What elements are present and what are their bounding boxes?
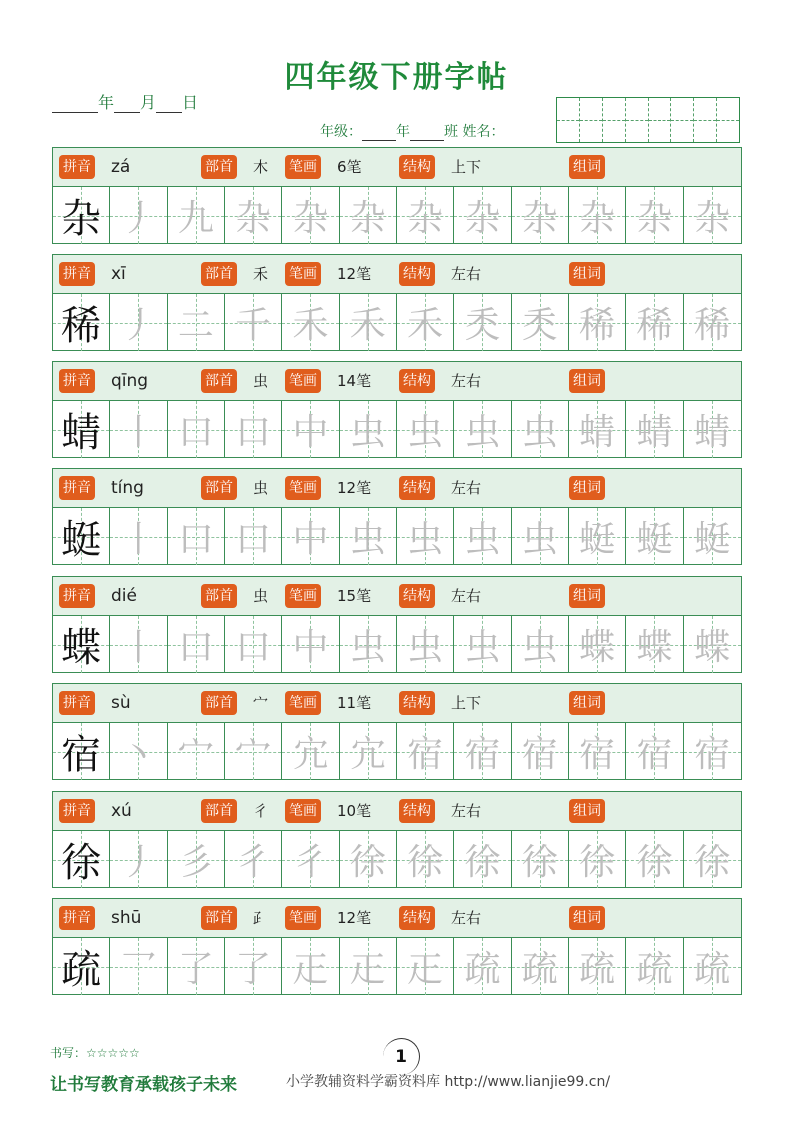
radical-tag: 部首 [201, 906, 237, 930]
trace-cell[interactable]: 𤴓 [340, 938, 397, 995]
strokes-tag: 笔画 [285, 584, 321, 608]
words-tag: 组词 [569, 262, 605, 286]
pinyin-tag: 拼音 [59, 584, 95, 608]
strokes-value: 6笔 [337, 158, 362, 176]
nian-label: 年 [396, 124, 410, 140]
structure-tag: 结构 [399, 262, 435, 286]
structure-tag: 结构 [399, 584, 435, 608]
trace-cell[interactable]: 徐 [569, 831, 626, 888]
trace-cell[interactable]: 𤴓 [282, 938, 339, 995]
char-block [52, 254, 742, 351]
trace-cell[interactable]: 徐 [626, 831, 683, 888]
radical-tag: 部首 [201, 155, 237, 179]
structure-tag: 结构 [399, 369, 435, 393]
trace-cell[interactable]: 杂 [626, 187, 683, 244]
trace-cell[interactable]: 虫 [512, 616, 569, 673]
trace-cell[interactable]: 虫 [512, 401, 569, 458]
page-title: 四年级下册字帖 [284, 60, 509, 95]
trace-cell[interactable]: 宀 [225, 723, 282, 780]
strokes-value: 10笔 [337, 802, 372, 820]
trace-cell[interactable]: 杂 [225, 187, 282, 244]
words-tag: 组词 [569, 155, 605, 179]
writing-grid [53, 723, 741, 780]
trace-cell[interactable]: 彡 [168, 831, 225, 888]
trace-cell[interactable]: 禾 [282, 294, 339, 351]
trace-cell[interactable]: 徐 [340, 831, 397, 888]
writing-grid [53, 831, 741, 888]
trace-cell[interactable]: 徐 [512, 831, 569, 888]
radical-tag: 部首 [201, 369, 237, 393]
char-block [52, 468, 742, 565]
structure-value: 左右 [451, 479, 482, 497]
trace-cell[interactable]: 虫 [454, 508, 511, 565]
pinyin-value: qīng [111, 371, 149, 391]
writing-grid [53, 294, 741, 351]
pinyin-tag: 拼音 [59, 476, 95, 500]
watermark-text: 小学教辅资料学霸资料库 http://www.lianjie99.cn/ [286, 1074, 611, 1090]
trace-cell[interactable]: 虫 [454, 616, 511, 673]
day-blank[interactable] [156, 94, 182, 113]
trace-cell[interactable]: 口 [225, 508, 282, 565]
strokes-tag: 笔画 [285, 691, 321, 715]
char-block [52, 361, 742, 458]
structure-value: 左右 [451, 802, 482, 820]
month-blank[interactable] [114, 94, 140, 113]
char-header [53, 255, 741, 294]
model-char: 疏 [53, 938, 110, 995]
strokes-value: 12笔 [337, 909, 372, 927]
trace-cell[interactable]: 疏 [512, 938, 569, 995]
trace-cell[interactable]: 宀 [168, 723, 225, 780]
trace-cell[interactable]: 宂 [282, 723, 339, 780]
trace-cell[interactable]: 丨 [110, 508, 167, 565]
trace-cell[interactable]: 宿 [512, 723, 569, 780]
char-block [52, 147, 742, 244]
structure-value: 上下 [451, 694, 482, 712]
trace-cell[interactable]: 疏 [569, 938, 626, 995]
model-char: 宿 [53, 723, 110, 780]
radical-tag: 部首 [201, 262, 237, 286]
strokes-value: 14笔 [337, 372, 372, 390]
writing-grid [53, 938, 741, 995]
char-block [52, 791, 742, 888]
trace-cell[interactable]: 徐 [397, 831, 454, 888]
char-header [53, 792, 741, 831]
pinyin-value: sù [111, 693, 131, 713]
pinyin-tag: 拼音 [59, 691, 95, 715]
year-label: 年 [98, 93, 115, 112]
trace-cell[interactable]: 虫 [340, 401, 397, 458]
structure-tag: 结构 [399, 799, 435, 823]
trace-cell[interactable]: 了 [225, 938, 282, 995]
trace-cell[interactable]: 禾 [340, 294, 397, 351]
radical-tag: 部首 [201, 476, 237, 500]
trace-cell[interactable]: 虫 [397, 401, 454, 458]
trace-cell[interactable]: 口 [225, 616, 282, 673]
strokes-value: 15笔 [337, 587, 372, 605]
model-char: 杂 [53, 187, 110, 244]
trace-cell[interactable]: 二 [168, 294, 225, 351]
pinyin-value: dié [111, 586, 137, 606]
trace-cell[interactable]: 蜻 [684, 401, 741, 458]
trace-cell[interactable]: 宿 [569, 723, 626, 780]
strokes-tag: 笔画 [285, 799, 321, 823]
slogan: 让书写教育承载孩子未来 [50, 1075, 237, 1095]
grade-label: 年级： [320, 124, 362, 140]
trace-cell[interactable]: 丶 [110, 723, 167, 780]
structure-value: 左右 [451, 265, 482, 283]
trace-cell[interactable]: 彳 [225, 831, 282, 888]
strokes-tag: 笔画 [285, 906, 321, 930]
trace-cell[interactable]: 蝶 [626, 616, 683, 673]
char-header [53, 577, 741, 616]
char-block [52, 898, 742, 995]
pinyin-value: shū [111, 908, 142, 928]
words-tag: 组词 [569, 584, 605, 608]
trace-cell[interactable]: 稀 [684, 294, 741, 351]
model-char: 蜓 [53, 508, 110, 565]
structure-tag: 结构 [399, 691, 435, 715]
char-block [52, 576, 742, 673]
ban-label: 班 [444, 124, 458, 140]
words-tag: 组词 [569, 799, 605, 823]
structure-tag: 结构 [399, 155, 435, 179]
trace-cell[interactable]: 杂 [512, 187, 569, 244]
trace-cell[interactable]: 乛 [110, 938, 167, 995]
pinyin-tag: 拼音 [59, 906, 95, 930]
strokes-tag: 笔画 [285, 262, 321, 286]
pinyin-tag: 拼音 [59, 799, 95, 823]
structure-value: 上下 [451, 158, 482, 176]
strokes-tag: 笔画 [285, 476, 321, 500]
trace-cell[interactable]: 宿 [454, 723, 511, 780]
model-char: 稀 [53, 294, 110, 351]
trace-cell[interactable]: 徐 [454, 831, 511, 888]
trace-cell[interactable]: 杂 [282, 187, 339, 244]
trace-cell[interactable]: 口 [168, 616, 225, 673]
structure-tag: 结构 [399, 906, 435, 930]
words-tag: 组词 [569, 906, 605, 930]
model-char: 蝶 [53, 616, 110, 673]
trace-cell[interactable]: 丨 [110, 616, 167, 673]
structure-value: 左右 [451, 372, 482, 390]
trace-cell[interactable]: 虫 [397, 508, 454, 565]
trace-cell[interactable]: 丿 [110, 831, 167, 888]
trace-cell[interactable]: 了 [168, 938, 225, 995]
trace-cell[interactable]: 蜓 [626, 508, 683, 565]
structure-value: 左右 [451, 587, 482, 605]
trace-cell[interactable]: 虫 [512, 508, 569, 565]
trace-cell[interactable]: 千 [225, 294, 282, 351]
model-char: 蜻 [53, 401, 110, 458]
page-number: 1 [383, 1038, 420, 1075]
writing-grid [53, 187, 741, 244]
strokes-tag: 笔画 [285, 155, 321, 179]
strokes-value: 11笔 [337, 694, 372, 712]
trace-cell[interactable]: 徐 [684, 831, 741, 888]
char-header [53, 684, 741, 723]
trace-cell[interactable]: 宿 [684, 723, 741, 780]
radical-value: 宀 [253, 694, 269, 712]
trace-cell[interactable]: 丿 [110, 294, 167, 351]
char-header [53, 148, 741, 187]
trace-cell[interactable]: 蝶 [569, 616, 626, 673]
rating-stars: 书写：☆☆☆☆☆ [50, 1046, 140, 1060]
radical-tag: 部首 [201, 691, 237, 715]
pinyin-value: zá [111, 157, 131, 177]
char-block [52, 683, 742, 780]
trace-cell[interactable]: 蜻 [626, 401, 683, 458]
pinyin-tag: 拼音 [59, 155, 95, 179]
grade-blank[interactable] [362, 125, 396, 141]
trace-cell[interactable]: 宿 [397, 723, 454, 780]
trace-cell[interactable]: 蝶 [684, 616, 741, 673]
trace-cell[interactable]: 秂 [512, 294, 569, 351]
writing-grid [53, 616, 741, 673]
trace-cell[interactable]: 口 [168, 508, 225, 565]
trace-cell[interactable]: 杂 [454, 187, 511, 244]
char-header [53, 362, 741, 401]
trace-cell[interactable]: 口 [225, 401, 282, 458]
radical-value: 虫 [253, 372, 269, 390]
pinyin-tag: 拼音 [59, 262, 95, 286]
pinyin-value: xī [111, 264, 126, 284]
trace-cell[interactable]: 丨 [110, 401, 167, 458]
trace-cell[interactable]: 疏 [626, 938, 683, 995]
words-tag: 组词 [569, 476, 605, 500]
name-label: 姓名： [462, 124, 505, 140]
trace-cell[interactable]: 虫 [340, 616, 397, 673]
year-blank[interactable] [52, 94, 98, 113]
radical-value: 虫 [253, 479, 269, 497]
strokes-value: 12笔 [337, 479, 372, 497]
trace-cell[interactable]: 九 [168, 187, 225, 244]
trace-cell[interactable]: 彳 [282, 831, 339, 888]
trace-cell[interactable]: 虫 [397, 616, 454, 673]
words-tag: 组词 [569, 691, 605, 715]
pinyin-value: tíng [111, 478, 144, 498]
trace-cell[interactable]: 宿 [626, 723, 683, 780]
char-header [53, 899, 741, 938]
structure-value: 左右 [451, 909, 482, 927]
trace-cell[interactable]: 杂 [684, 187, 741, 244]
strokes-value: 12笔 [337, 265, 372, 283]
trace-cell[interactable]: 疏 [684, 938, 741, 995]
model-char: 徐 [53, 831, 110, 888]
trace-cell[interactable]: 禾 [397, 294, 454, 351]
date-line [52, 90, 198, 113]
words-tag: 组词 [569, 369, 605, 393]
trace-cell[interactable]: 蜻 [569, 401, 626, 458]
trace-cell[interactable]: 蜓 [684, 508, 741, 565]
trace-cell[interactable]: 𤴓 [397, 938, 454, 995]
trace-cell[interactable]: 稀 [569, 294, 626, 351]
class-blank[interactable] [410, 125, 444, 141]
trace-cell[interactable]: 蜓 [569, 508, 626, 565]
trace-cell[interactable]: 杂 [569, 187, 626, 244]
day-label: 日 [182, 93, 199, 112]
name-grid[interactable] [556, 97, 740, 143]
trace-cell[interactable]: 秂 [454, 294, 511, 351]
trace-cell[interactable]: 中 [282, 401, 339, 458]
radical-value: 虫 [253, 587, 269, 605]
radical-value: ⺪ [253, 909, 269, 927]
trace-cell[interactable]: 中 [282, 508, 339, 565]
month-label: 月 [140, 93, 157, 112]
trace-cell[interactable]: 中 [282, 616, 339, 673]
radical-value: 木 [253, 158, 269, 176]
trace-cell[interactable]: 宂 [340, 723, 397, 780]
trace-cell[interactable]: 丿 [110, 187, 167, 244]
trace-cell[interactable]: 疏 [454, 938, 511, 995]
student-info [320, 121, 504, 141]
trace-cell[interactable]: 虫 [340, 508, 397, 565]
structure-tag: 结构 [399, 476, 435, 500]
strokes-tag: 笔画 [285, 369, 321, 393]
pinyin-tag: 拼音 [59, 369, 95, 393]
writing-grid [53, 401, 741, 458]
writing-grid [53, 508, 741, 565]
radical-tag: 部首 [201, 799, 237, 823]
radical-value: 彳 [253, 802, 269, 820]
trace-cell[interactable]: 杂 [340, 187, 397, 244]
radical-value: 禾 [253, 265, 269, 283]
trace-cell[interactable]: 虫 [454, 401, 511, 458]
radical-tag: 部首 [201, 584, 237, 608]
pinyin-value: xú [111, 801, 132, 821]
trace-cell[interactable]: 口 [168, 401, 225, 458]
trace-cell[interactable]: 稀 [626, 294, 683, 351]
trace-cell[interactable]: 杂 [397, 187, 454, 244]
char-header [53, 469, 741, 508]
